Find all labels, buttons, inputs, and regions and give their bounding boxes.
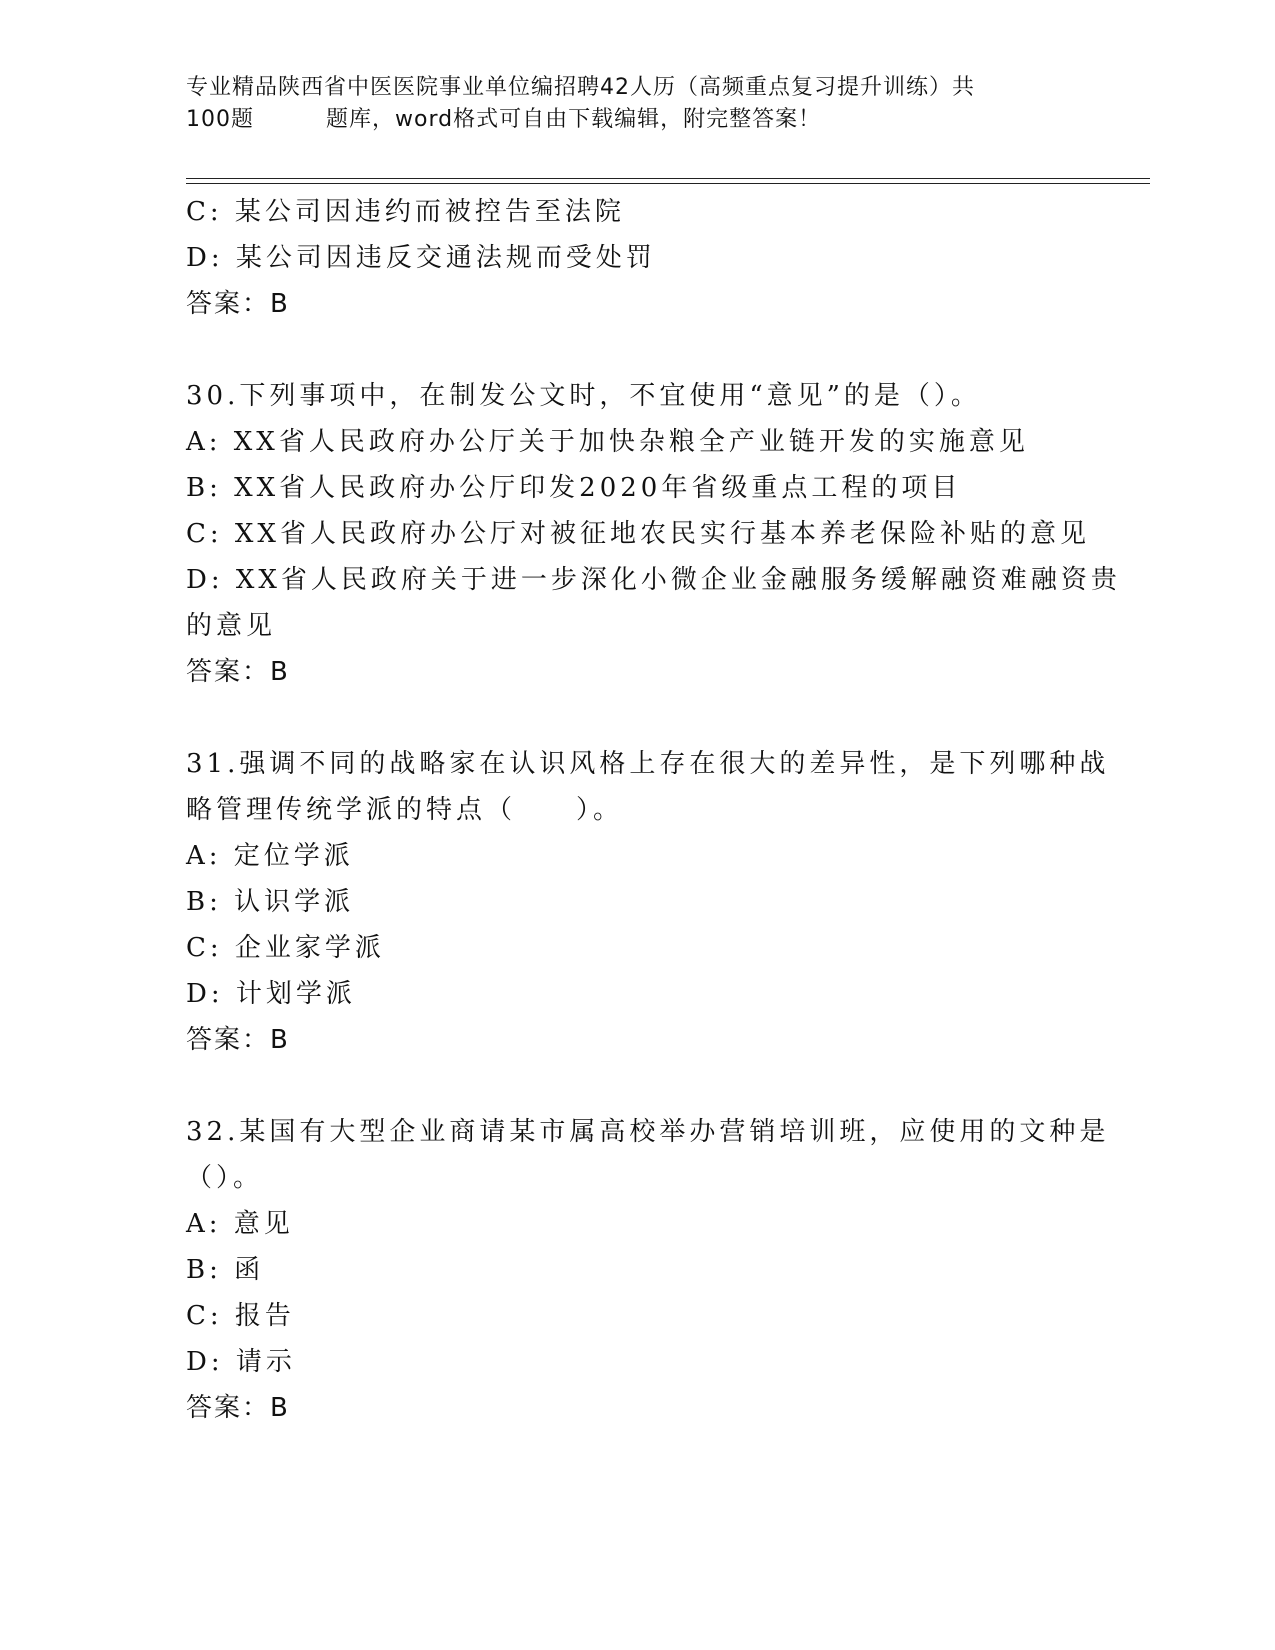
header-title-line1: 专业精品陕西省中医医院事业单位编招聘42人历（高频重点复习提升训练）共: [186, 75, 975, 100]
question-stem: 31.强调不同的战略家在认识风格上存在很大的差异性，是下列哪种战: [186, 749, 1110, 779]
question-block-30: [186, 373, 1121, 695]
option-b: B: XX省人民政府办公厅印发2020年省级重点工程的项目: [186, 473, 962, 503]
option-d: D: 计划学派: [186, 979, 356, 1009]
answer-line: 答案：B: [186, 1025, 290, 1055]
option-d: D: XX省人民政府关于进一步深化小微企业金融服务缓解融资难融资贵: [186, 565, 1121, 595]
option-c: C: 某公司因违约而被控告至法院: [186, 197, 625, 227]
question-stem-continued: 略管理传统学派的特点（ ）。: [186, 795, 624, 825]
question-block-31: [186, 741, 1110, 1063]
answer-line: 答案：B: [186, 1393, 290, 1423]
option-a: A: 定位学派: [186, 841, 354, 871]
question-block-29: [186, 189, 1086, 327]
option-d: D: 请示: [186, 1347, 296, 1377]
option-b: B: 函: [186, 1255, 265, 1285]
option-d: D: 某公司因违反交通法规而受处罚: [186, 243, 656, 273]
header-description: 题库，word格式可自由下载编辑，附完整答案！: [326, 107, 822, 132]
header-title-line2: [186, 104, 1086, 136]
option-c: C: 报告: [186, 1301, 295, 1331]
header-count: 100题: [186, 107, 254, 132]
question-stem: 30.下列事项中，在制发公文时，不宜使用“意见”的是（）。: [186, 381, 981, 411]
question-stem: 32.某国有大型企业商请某市属高校举办营销培训班，应使用的文种是: [186, 1117, 1110, 1147]
answer-line: 答案：B: [186, 289, 290, 319]
option-a: A: 意见: [186, 1209, 294, 1239]
option-b: B: 认识学派: [186, 887, 355, 917]
header-divider-bottom: [186, 183, 1150, 184]
answer-line: 答案：B: [186, 657, 290, 687]
document-header: [186, 72, 1086, 136]
option-c: C: 企业家学派: [186, 933, 385, 963]
option-a: A: XX省人民政府办公厅关于加快杂粮全产业链开发的实施意见: [186, 427, 1029, 457]
option-c: C: XX省人民政府办公厅对被征地农民实行基本养老保险补贴的意见: [186, 519, 1090, 549]
question-list: [186, 189, 1121, 1431]
header-divider-top: [186, 178, 1150, 179]
question-stem-continued: （）。: [186, 1163, 264, 1193]
question-block-32: [186, 1109, 1110, 1431]
option-d-continued: 的意见: [186, 611, 277, 641]
